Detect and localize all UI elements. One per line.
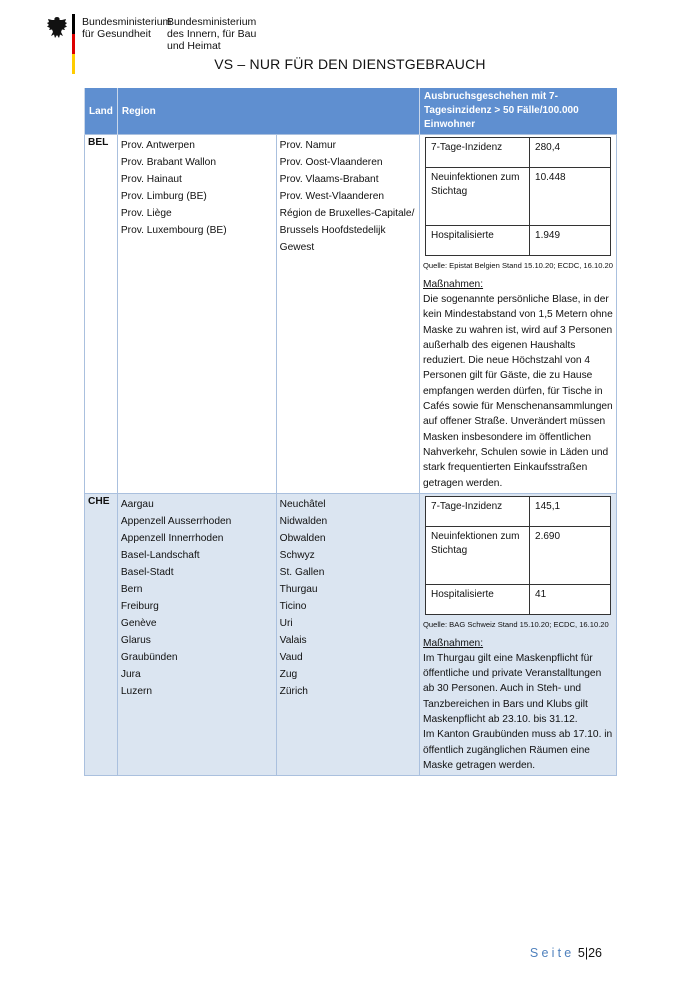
region-item: Nidwalden bbox=[279, 515, 328, 527]
stat-key: 7-Tage-Inzidenz bbox=[426, 496, 530, 526]
region-item: Appenzell Ausserrhoden bbox=[120, 515, 232, 527]
federal-eagle-icon bbox=[46, 16, 68, 40]
region-list-col1 bbox=[117, 135, 276, 494]
stat-row bbox=[426, 168, 611, 226]
stat-row bbox=[426, 496, 611, 526]
region-item: Prov. Limburg (BE) bbox=[120, 191, 207, 202]
region-item: Freiburg bbox=[120, 600, 159, 612]
region-list-col2 bbox=[276, 493, 419, 775]
region-item: Uri bbox=[279, 617, 293, 629]
stats-table bbox=[425, 496, 611, 615]
region-item: Zürich bbox=[279, 685, 308, 697]
page-footer: Seite 5|26 bbox=[529, 946, 602, 960]
stat-key: Hospitalisierte bbox=[426, 226, 530, 256]
table-row-bel bbox=[85, 135, 617, 494]
header-land: Land bbox=[85, 88, 118, 135]
region-item: Prov. Liège bbox=[120, 208, 172, 219]
region-item: Graubünden bbox=[120, 651, 178, 663]
region-item: Jura bbox=[120, 668, 141, 680]
region-item: Schwyz bbox=[279, 549, 315, 561]
region-item: Aargau bbox=[120, 498, 154, 510]
region-item: Prov. West-Vlaanderen bbox=[279, 191, 385, 202]
ministry-health-name: Bundesministerium für Gesundheit bbox=[82, 16, 172, 40]
page-label: Seite bbox=[529, 946, 575, 960]
region-table bbox=[84, 88, 617, 776]
region-item: Ticino bbox=[279, 600, 307, 612]
region-item: Prov. Vlaams-Brabant bbox=[279, 174, 379, 185]
region-item: Prov. Luxembourg (BE) bbox=[120, 225, 227, 236]
region-item: Vaud bbox=[279, 651, 303, 663]
region-item: Prov. Hainaut bbox=[120, 174, 182, 185]
measures-text: Die sogenannte persönliche Blase, in der kein Mindestabstand von 1,5 Metern ohne Maske zu wahren ist, wird auf 3 Personen außerhalb des eigenen Haushalts reduziert. Die neue Höchstzahl von 4 Personen gilt für Gäste, die zu Hause empfangen werden dürfen, für Tische in Cafés sowie für Menschenansammlungen auf offener Straße. Unverändert müssen Masken insbesondere im öffentlichen Nahverkehr, Schulen sowie in Läden und stark frequentierten Einkaufsstraßen getragen werden. bbox=[423, 294, 613, 489]
region-item: Basel-Landschaft bbox=[120, 549, 200, 561]
land-code: CHE bbox=[85, 493, 118, 775]
region-item: Thurgau bbox=[279, 583, 318, 595]
region-item: Région de Bruxelles-Capitale/ Brussels Hoofdstedelijk Gewest bbox=[279, 208, 415, 253]
outbreak-info bbox=[420, 135, 617, 494]
region-item: Prov. Namur bbox=[279, 140, 337, 151]
classification-title: VS – NUR FÜR DEN DIENSTGEBRAUCH bbox=[214, 56, 486, 72]
stat-row bbox=[426, 526, 611, 584]
measures-text: Im Kanton Graubünden muss ab 17.10. in öffentlich zugänglichen Räumen eine Maske getragen werden. bbox=[423, 729, 613, 771]
region-list-col2 bbox=[276, 135, 419, 494]
stat-row bbox=[426, 138, 611, 168]
region-item: Genève bbox=[120, 617, 157, 629]
region-item: Prov. Antwerpen bbox=[120, 140, 195, 151]
region-item: Prov. Brabant Wallon bbox=[120, 157, 217, 168]
measures-heading: Maßnahmen: bbox=[423, 279, 484, 290]
region-item: Zug bbox=[279, 668, 298, 680]
region-item: Basel-Stadt bbox=[120, 566, 174, 578]
stat-row bbox=[426, 584, 611, 614]
stat-key: Neuinfektionen zum Stichtag bbox=[426, 526, 530, 584]
land-code: BEL bbox=[85, 135, 118, 494]
stat-value: 2.690 bbox=[530, 526, 611, 584]
data-source: Quelle: Epistat Belgien Stand 15.10.20; ECDC, 16.10.20 bbox=[423, 261, 613, 270]
stat-value: 145,1 bbox=[530, 496, 611, 526]
region-item: Valais bbox=[279, 634, 307, 646]
region-item: St. Gallen bbox=[279, 566, 325, 578]
ministry-interior-name: Bundesministerium des Innern, für Bau und Heimat bbox=[167, 16, 257, 52]
region-item: Prov. Oost-Vlaanderen bbox=[279, 157, 383, 168]
stat-value: 41 bbox=[530, 584, 611, 614]
region-item: Glarus bbox=[120, 634, 151, 646]
measures-heading: Maßnahmen: bbox=[423, 637, 484, 649]
region-item: Bern bbox=[120, 583, 143, 595]
stat-key: Hospitalisierte bbox=[426, 584, 530, 614]
table-row-che bbox=[85, 493, 617, 775]
stats-table bbox=[425, 137, 611, 256]
page-total: 26 bbox=[588, 946, 602, 960]
header-region: Region bbox=[117, 88, 419, 135]
measures-text: Im Thurgau gilt eine Maskenpflicht für öffentliche und private Veranstalltungen ab 30 Personen. Auch in Steh- und Tanzbereichen in Bars und Klubs gilt Maskenpflicht ab 23.10. bis 31.12. bbox=[423, 652, 602, 726]
table-header-row bbox=[85, 88, 617, 135]
page-number: 5 bbox=[577, 946, 585, 960]
outbreak-info bbox=[420, 493, 617, 775]
stat-key: Neuinfektionen zum Stichtag bbox=[426, 168, 530, 226]
region-item: Neuchâtel bbox=[279, 498, 326, 510]
region-list-col1 bbox=[117, 493, 276, 775]
data-source: Quelle: BAG Schweiz Stand 15.10.20; ECDC, 16.10.20 bbox=[423, 619, 609, 629]
stat-value: 280,4 bbox=[530, 138, 611, 168]
region-item: Luzern bbox=[120, 685, 153, 697]
stat-row bbox=[426, 226, 611, 256]
stat-value: 10.448 bbox=[530, 168, 611, 226]
stat-key: 7-Tage-Inzidenz bbox=[426, 138, 530, 168]
region-item: Appenzell Innerrhoden bbox=[120, 532, 224, 544]
region-item: Obwalden bbox=[279, 532, 326, 544]
header-measures: Ausbruchsgeschehen mit 7-Tagesinzidenz > 50 Fälle/100.000 Einwohner bbox=[420, 88, 617, 135]
stat-value: 1.949 bbox=[530, 226, 611, 256]
